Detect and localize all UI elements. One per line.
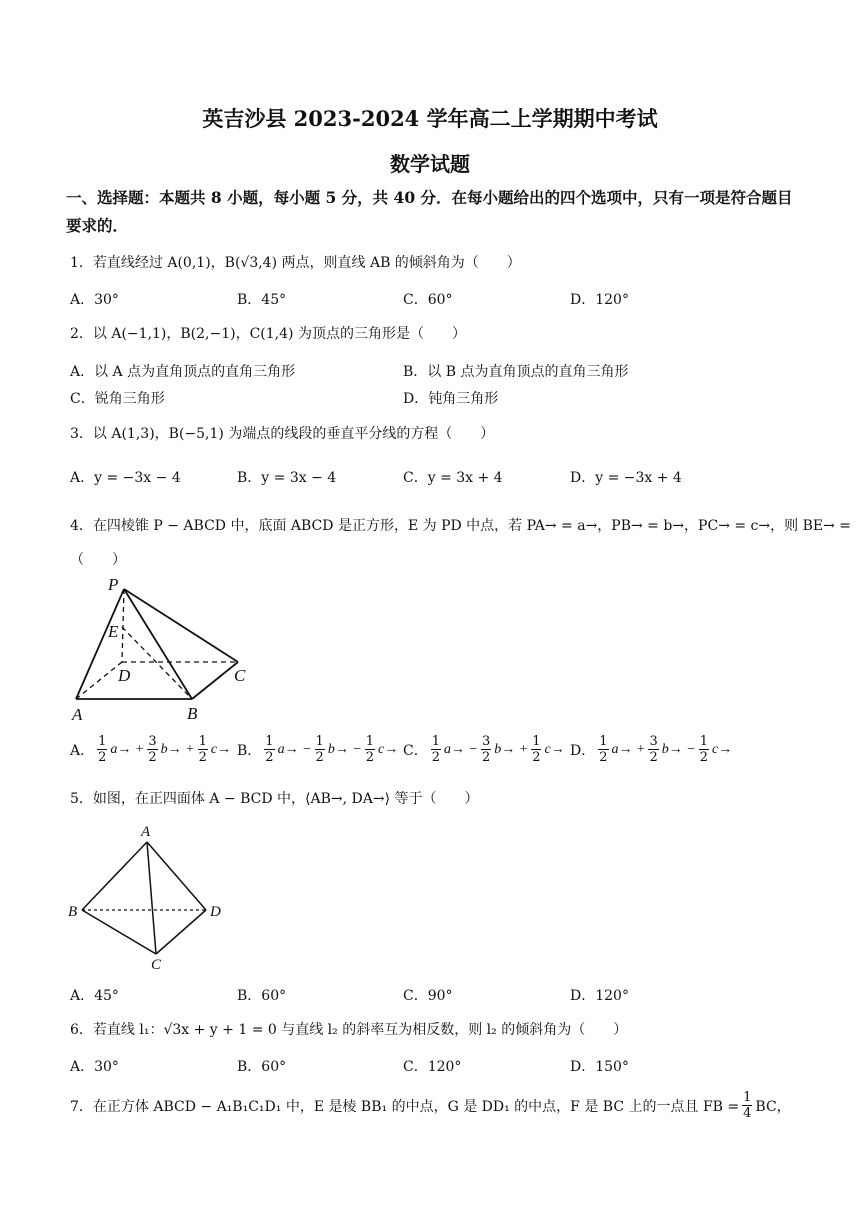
vector-term: c→ <box>711 741 733 757</box>
q7-fraction <box>742 1090 752 1121</box>
section-heading: 一、选择题：本题共 8 小题，每小题 5 分，共 40 分．在每小题给出的四个选项中，只有一项是符合题目要求的． <box>66 188 793 235</box>
vector-term: a→ + <box>110 741 145 757</box>
fraction: $\frac{1}{2}$ <box>265 734 274 765</box>
fraction: $\frac{1}{2}$ <box>699 734 708 765</box>
vector-term: c→ <box>378 741 399 757</box>
vector-term: a→ + <box>611 741 646 757</box>
fraction: $\frac{3}{2}$ <box>148 734 157 765</box>
question-3-stem: 3．以 A(1,3)，B(−5,1) 为端点的线段的垂直平分线的方程（ ） <box>70 426 495 442</box>
q2-option-d: D．钝角三角形 <box>403 391 499 407</box>
q4-option-d <box>570 734 732 765</box>
question-4-stem-cont: （ ） <box>70 552 126 568</box>
vector-term: c→ <box>210 741 232 757</box>
question-2-stem: 2．以 A(−1,1)，B(2,−1)，C(1,4) 为顶点的三角形是（ ） <box>70 326 466 342</box>
q1-option-a: A．30° <box>70 292 119 308</box>
q3-option-a: A．y = −3x − 4 <box>70 470 181 486</box>
fraction: $\frac{1}{2}$ <box>532 734 541 765</box>
pyramid-figure <box>70 575 255 725</box>
q3-option-b: B．y = 3x − 4 <box>237 470 337 486</box>
q1-option-c: C．60° <box>403 292 453 308</box>
label-b: B <box>187 704 198 723</box>
q3-option-d: D．y = −3x + 4 <box>570 470 682 486</box>
label-c: C <box>151 957 162 972</box>
vector-term: b→ + <box>160 741 195 757</box>
fraction: $\frac{1}{2}$ <box>431 734 440 765</box>
q6-option-a: A．30° <box>70 1059 119 1075</box>
q4-option-b <box>237 734 398 765</box>
q4-option-c <box>403 734 565 765</box>
question-4-stem: 4．在四棱锥 P − ABCD 中，底面 ABCD 是正方形，E 为 PD 中点，若 PA→ = a→，PB→ = b→，PC→ = c→，则 BE→ = <box>70 518 851 534</box>
vector-term: a→ − <box>277 741 312 757</box>
q7-frac-den: 4 <box>743 1106 752 1121</box>
q2-option-a: A．以 A 点为直角顶点的直角三角形 <box>70 364 296 380</box>
question-7-text: 7．在正方体 ABCD − A₁B₁C₁D₁ 中，E 是棱 BB₁ 的中点，G 是 DD₁ 的中点，F 是 BC 上的一点且 FB = <box>70 1098 740 1115</box>
option-label: C． <box>403 742 428 759</box>
q4-option-a <box>70 734 231 765</box>
page-subtitle: 数学试题 <box>390 152 470 176</box>
q5-option-a: A．45° <box>70 988 119 1004</box>
label-p: P <box>108 575 119 594</box>
option-label: B． <box>237 742 262 759</box>
label-d: D <box>210 904 221 920</box>
question-7-stem <box>70 1090 791 1121</box>
q2-option-b: B．以 B 点为直角顶点的直角三角形 <box>403 364 629 380</box>
vector-term: b→ − <box>661 741 696 757</box>
fraction: $\frac{3}{2}$ <box>481 734 491 765</box>
q1-option-b: B．45° <box>237 292 287 308</box>
fraction: $\frac{1}{2}$ <box>198 734 207 765</box>
option-label: D． <box>570 742 596 759</box>
q3-option-c: C．y = 3x + 4 <box>403 470 503 486</box>
q5-option-d: D．120° <box>570 988 629 1004</box>
q6-option-b: B．60° <box>237 1059 287 1075</box>
vector-term: b→ − <box>327 741 362 757</box>
tetrahedron-figure <box>66 820 231 972</box>
q2-option-c: C．锐角三角形 <box>70 391 165 407</box>
label-e: E <box>108 622 119 641</box>
label-c: C <box>234 666 246 685</box>
label-a: A <box>72 705 83 724</box>
vector-term: a→ − <box>444 741 478 757</box>
label-b: B <box>68 904 78 920</box>
q6-option-d: D．150° <box>570 1059 629 1075</box>
q4-options <box>70 734 810 774</box>
fraction: $\frac{1}{2}$ <box>599 734 608 765</box>
option-label: A． <box>70 742 95 759</box>
fraction: $\frac{3}{2}$ <box>649 734 658 765</box>
q7-frac-num: 1 <box>743 1090 752 1105</box>
label-a: A <box>141 824 151 840</box>
fraction: $\frac{1}{2}$ <box>98 734 107 765</box>
question-5-stem: 5．如图，在正四面体 A − BCD 中，⟨AB→, DA→⟩ 等于（ ） <box>70 791 479 807</box>
fraction: $\frac{1}{2}$ <box>365 734 375 765</box>
label-d: D <box>118 666 131 685</box>
q5-option-c: C．90° <box>403 988 453 1004</box>
vector-term: c→ <box>544 741 565 757</box>
question-6-stem: 6．若直线 l₁：√3x + y + 1 = 0 与直线 l₂ 的斜率互为相反数，则 l₂ 的倾斜角为（ ） <box>70 1022 628 1038</box>
q5-option-b: B．60° <box>237 988 287 1004</box>
fraction: $\frac{1}{2}$ <box>315 734 324 765</box>
page-title: 英吉沙县 2023-2024 学年高二上学期期中考试 <box>202 106 658 131</box>
question-1-stem: 1．若直线经过 A(0,1)，B(√3,4) 两点，则直线 AB 的倾斜角为（ ） <box>70 255 521 271</box>
question-7-tail: BC， <box>755 1098 791 1115</box>
q6-option-c: C．120° <box>403 1059 462 1075</box>
vector-term: b→ + <box>494 741 529 757</box>
q1-option-d: D．120° <box>570 292 629 308</box>
